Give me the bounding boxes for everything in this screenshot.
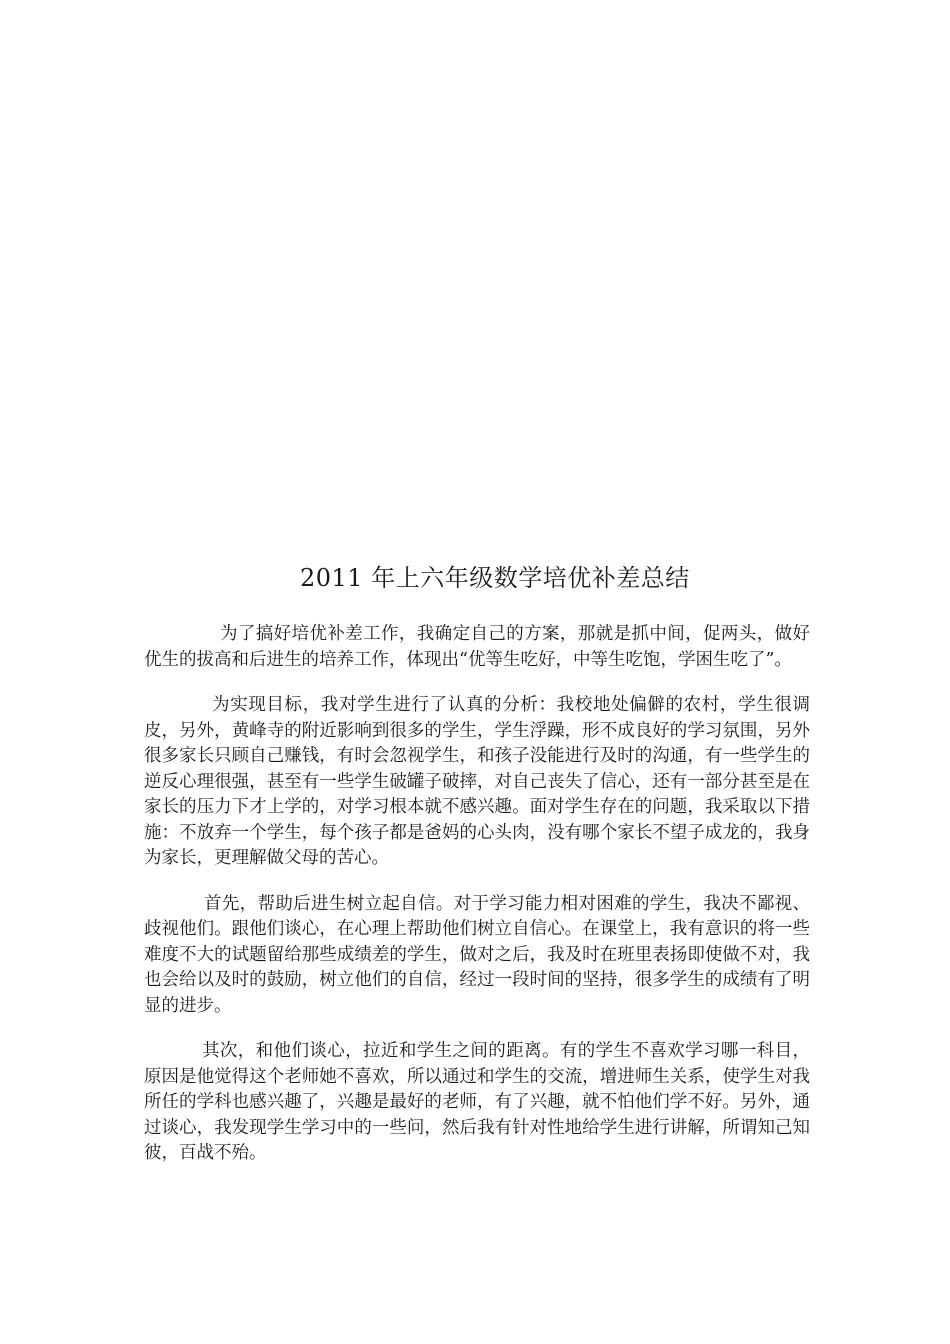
paragraph-4: 其次，和他们谈心，拉近和学生之间的距离。有的学生不喜欢学习哪一科目，原因是他觉得这个老师她不喜欢，所以通过和学生的交流，增进师生关系，使学生对我所任的学科也感兴趣了，兴趣是最好的老师，有了兴趣，就不怕他们学不好。另外，通过谈心，我发现学生学习中的一些问，然后我有针对性地给学生进行讲解，所谓知己知彼，百战不殆。 [144, 1041, 810, 1163]
document-title: 2011 年上六年级数学培优补差总结 [300, 564, 690, 592]
paragraph-2: 为实现目标，我对学生进行了认真的分析：我校地处偏僻的农村，学生很调皮，另外，黄峰寺的附近影响到很多的学生，学生浮躁，形不成良好的学习氛围，另外很多家长只顾自己赚钱，有时会忽视学生，和孩子没能进行及时的沟通，有一些学生的逆反心理很强，甚至有一些学生破罐子破摔，对自己丧失了信心，还有一部分甚至是在家长的压力下才上学的，对学习根本就不感兴趣。面对学生存在的问题，我采取以下措施：不放弃一个学生，每个孩子都是爸妈的心头肉，没有哪个家长不望子成龙的，我身为家长，更理解做父母的苦心。 [144, 695, 810, 868]
document-body [144, 622, 810, 1187]
paragraph-1: 为了搞好培优补差工作，我确定自己的方案，那就是抓中间，促两头，做好优生的拔高和后进生的培养工作，体现出“优等生吃好，中等生吃饱，学困生吃了”。 [144, 624, 810, 670]
paragraph-3: 首先，帮助后进生树立起自信。对于学习能力相对困难的学生，我决不鄙视、歧视他们。跟他们谈心，在心理上帮助他们树立自信心。在课堂上，我有意识的将一些难度不大的试题留给那些成绩差的学生，做对之后，我及时在班里表扬即使做不对，我也会给以及时的鼓励，树立他们的自信，经过一段时间的坚持，很多学生的成绩有了明显的进步。 [144, 893, 810, 1016]
